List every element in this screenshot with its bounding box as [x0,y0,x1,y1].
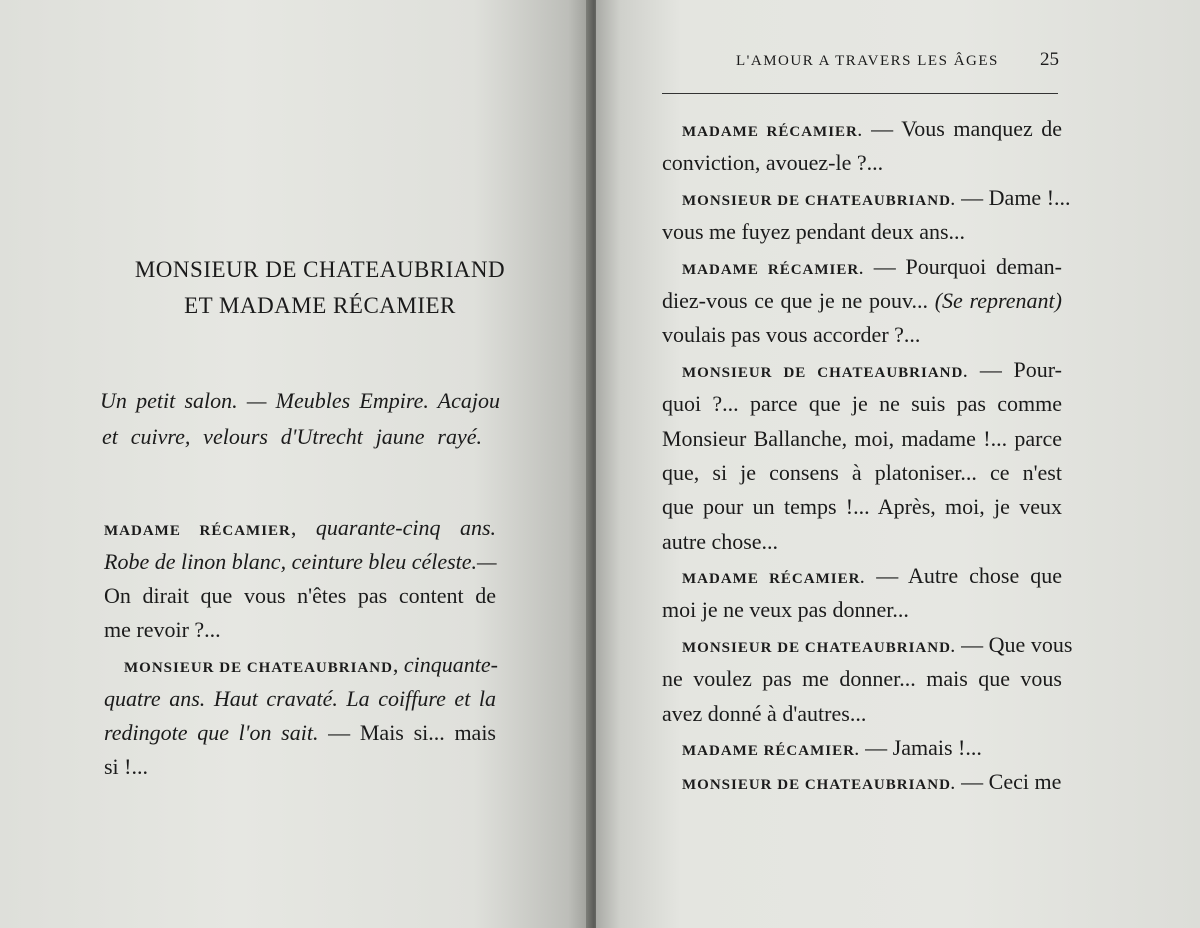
speaker-name: MONSIEUR DE CHATEAUBRIAND. [682,777,956,794]
right-page [596,0,1200,928]
line-text: — Ceci me [961,769,1062,795]
speaker-name: MADAME RÉCAMIER. [682,571,866,588]
text-line [662,765,1062,799]
text-line: conviction, avouez-le ?... [662,150,884,176]
stage-direction: (Se reprenant) [934,287,1062,313]
setting-line-1: Un petit salon. — Meubles Empire. Acajou [100,388,500,413]
speaker-name: MADAME RÉCAMIER. [682,743,860,760]
speaker-name: MADAME RÉCAMIER. [682,124,863,140]
line-text: diez-vous ce que je ne pouv... [662,287,929,313]
text-line: quoi ?... parce que je ne suis pas comme [662,391,1062,417]
para1-line-1: MADAME RÉCAMIER, quarante-cinq ans. [104,515,497,540]
para1-line-2: Robe de linon blanc, ceinture bleu céleste.— [104,549,497,574]
running-head: L'AMOUR A TRAVERS LES ÂGES [736,53,999,69]
setting-line-2: et cuivre, velours d'Utrecht jaune rayé. [102,424,482,449]
page-number: 25 [1040,49,1059,70]
text-line [662,250,1062,284]
speaker-name: MADAME RÉCAMIER. [682,261,864,278]
text-line: moi je ne veux pas donner... [662,597,909,623]
line-text: — Que vous [961,631,1073,657]
text-line [662,284,1062,318]
header-rule [662,93,1058,94]
speaker-name: MONSIEUR DE CHATEAUBRIAND. [682,192,956,209]
text-line [662,628,1073,662]
text-line [662,112,1062,146]
paragraph-recamier-intro [104,511,496,647]
para1-line-4: me revoir ?... [104,617,221,642]
text-line: que pour un temps !... Après, moi, je veux [662,494,1062,520]
line-text: — Autre chose que [876,563,1063,589]
play-title-line-1: MONSIEUR DE CHATEAUBRIAND [134,257,506,282]
text-line: vous me fuyez pendant deux ans... [662,219,966,245]
line-text: — Pourquoi deman- [873,253,1062,279]
text-line [662,353,1062,387]
text-line: autre chose... [662,528,779,554]
speaker-name: MONSIEUR DE CHATEAUBRIAND. [682,364,969,381]
stage-setting [100,383,500,455]
para2-line-2: quatre ans. Haut cravaté. La coiffure et la [104,686,496,711]
text-line: avez donné à d'autres... [662,700,867,726]
text-line: voulais pas vous accorder ?... [662,322,921,348]
para2-line-3: redingote que l'on sait. — Mais si... mais [104,720,496,745]
play-title-line-2: ET MADAME RÉCAMIER [184,293,456,318]
speaker-name: MONSIEUR DE CHATEAUBRIAND. [682,639,956,656]
line-text: — Jamais !... [865,735,982,761]
text-line [662,731,1062,765]
dialogue-text [662,112,1073,800]
stage-direction: cinquante- [403,652,499,677]
line-text: — Dame !... [961,184,1071,210]
line-text: — Pour- [979,356,1062,382]
text-line: ne voulez pas me donner... mais que vous [662,666,1062,692]
para2-line-1: MONSIEUR DE CHATEAUBRIAND, cinquante- [124,652,499,677]
text-line: que, si je consens à platoniser... ce n'est [662,459,1062,485]
paragraph-chateaubriand-intro [104,648,499,784]
text-line [662,559,1062,593]
speaker-name: MONSIEUR DE CHATEAUBRIAND [124,660,393,676]
text-line [662,181,1071,215]
para2-line-4: si !... [104,754,148,779]
para1-line-3: On dirait que vous n'êtes pas content de [104,583,496,608]
speaker-name: MADAME RÉCAMIER [104,523,291,539]
line-text: — Vous manquez de [871,116,1063,141]
stage-direction: quarante-cinq ans. [315,515,497,540]
left-page [0,0,592,928]
text-line: Monsieur Ballanche, moi, madame !... parce [662,425,1062,451]
